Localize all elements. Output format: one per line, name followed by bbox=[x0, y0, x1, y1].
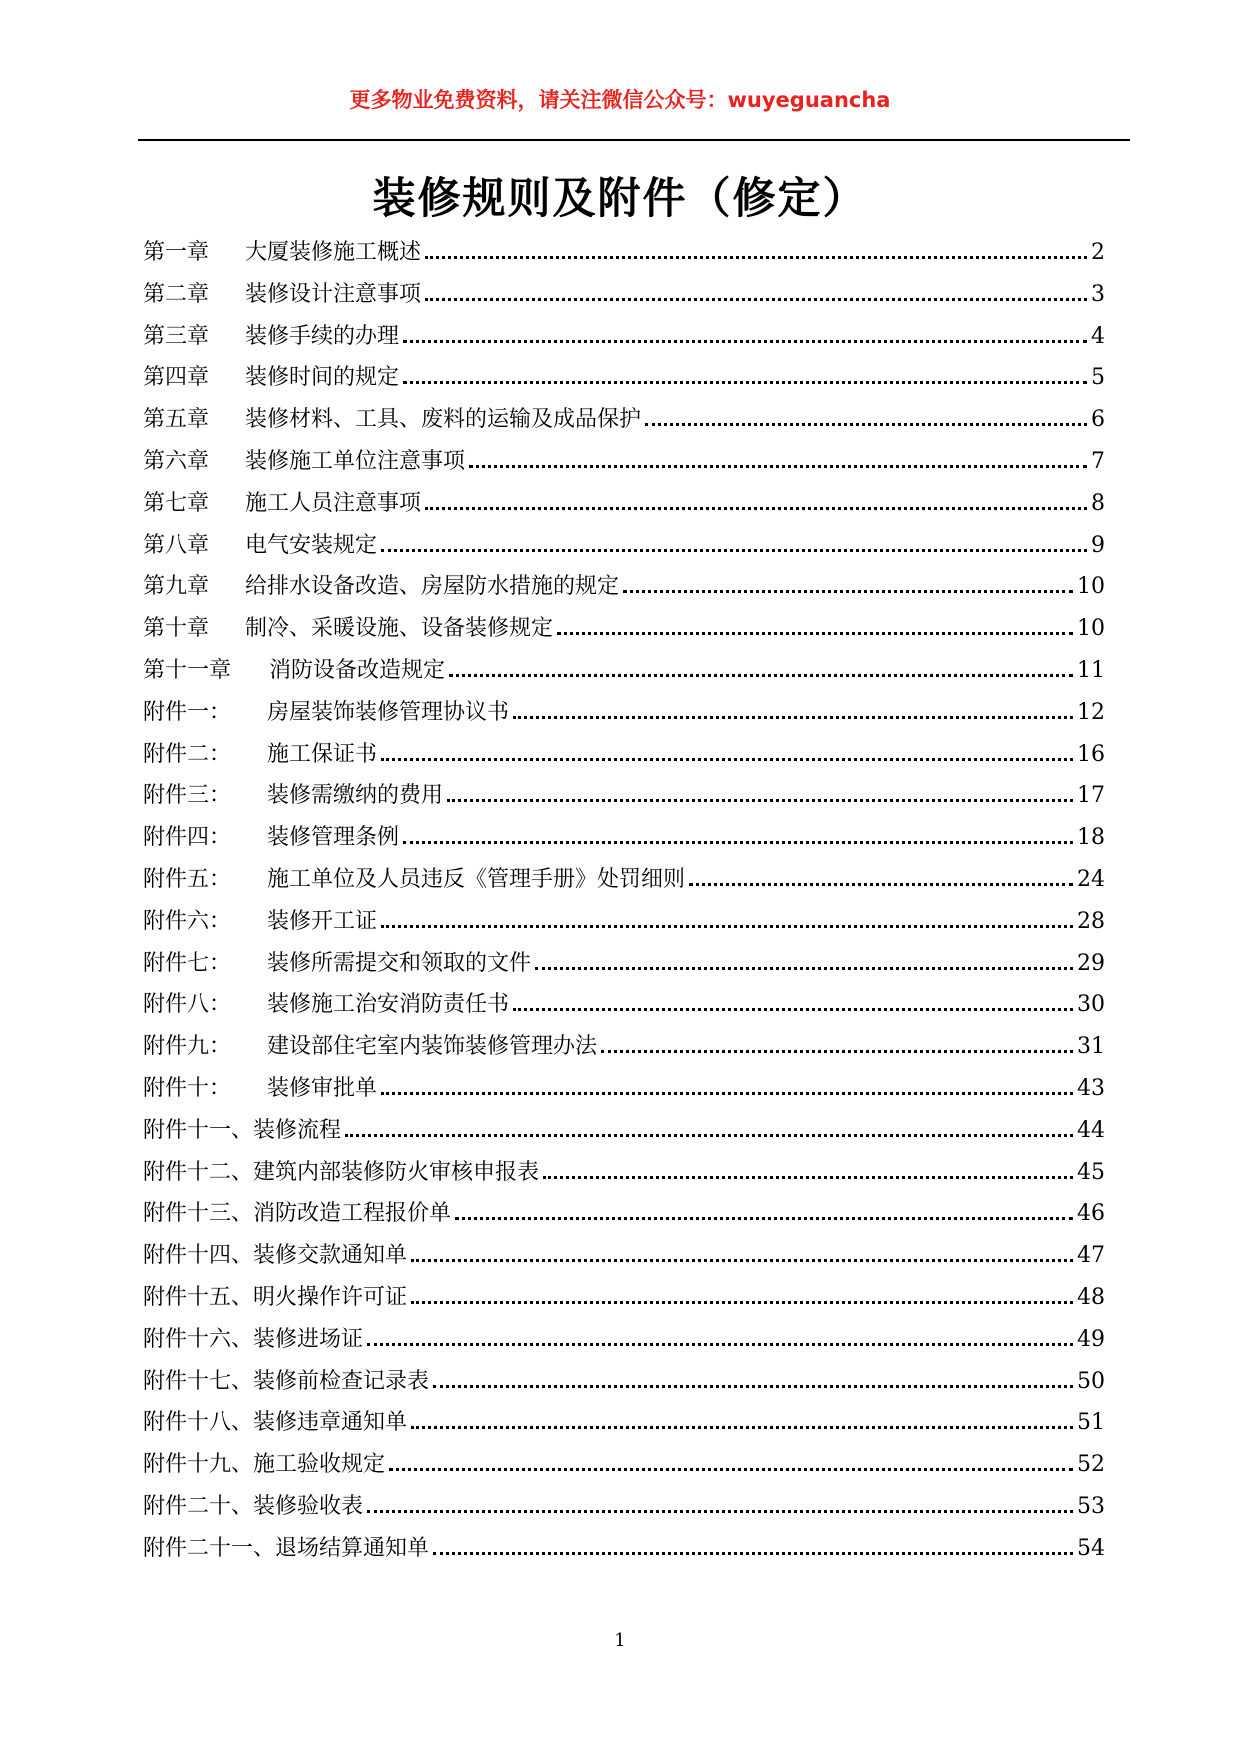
toc-entry-title: 明火操作许可证 bbox=[253, 1284, 408, 1310]
toc-entry-page-number: 51 bbox=[1077, 1410, 1105, 1436]
toc-entry-page-number: 9 bbox=[1091, 532, 1105, 558]
toc-dot-leader bbox=[513, 1008, 1073, 1011]
toc-entry-title: 房屋装饰装修管理协议书 bbox=[267, 699, 510, 725]
toc-dot-leader bbox=[449, 674, 1073, 677]
toc-dot-leader bbox=[381, 1092, 1073, 1095]
toc-dot-leader bbox=[381, 549, 1087, 552]
toc-dot-leader bbox=[425, 256, 1087, 259]
toc-entry-label: 第八章 bbox=[143, 532, 210, 558]
toc-entry-title: 退场结算通知单 bbox=[275, 1535, 430, 1561]
toc-entry-label: 附件七： bbox=[143, 950, 232, 976]
toc-entry[interactable] bbox=[143, 441, 1105, 483]
toc-entry-page-number: 47 bbox=[1077, 1243, 1105, 1269]
toc-entry-page-number: 52 bbox=[1077, 1452, 1105, 1478]
toc-entry-label: 附件十一、 bbox=[143, 1117, 254, 1143]
toc-dot-leader bbox=[411, 1259, 1073, 1262]
toc-entry[interactable] bbox=[143, 1026, 1105, 1068]
toc-entry[interactable] bbox=[143, 566, 1105, 608]
toc-entry-label: 第五章 bbox=[143, 407, 210, 433]
toc-entry-title: 给排水设备改造、房屋防水措施的规定 bbox=[245, 574, 620, 600]
header-note: 更多物业免费资料，请关注微信公众号：wuyeguancha bbox=[349, 88, 891, 112]
toc-dot-leader bbox=[535, 967, 1073, 970]
toc-dot-leader bbox=[411, 1301, 1073, 1304]
toc-entry-page-number: 49 bbox=[1077, 1326, 1105, 1352]
toc-entry-title: 装修进场证 bbox=[253, 1326, 364, 1352]
toc-entry[interactable] bbox=[143, 608, 1105, 650]
toc-entry[interactable] bbox=[143, 232, 1105, 274]
toc-entry-page-number: 45 bbox=[1077, 1159, 1105, 1185]
toc-dot-leader bbox=[403, 841, 1073, 844]
toc-entry-page-number: 31 bbox=[1077, 1034, 1105, 1060]
toc-entry-label: 附件四： bbox=[143, 825, 232, 851]
toc-dot-leader bbox=[367, 1510, 1073, 1513]
toc-entry[interactable] bbox=[143, 1319, 1105, 1361]
toc-dot-leader bbox=[403, 340, 1087, 343]
toc-entry-page-number: 28 bbox=[1077, 908, 1105, 934]
toc-entry-page-number: 2 bbox=[1091, 240, 1105, 265]
toc-entry-label: 第四章 bbox=[143, 365, 210, 391]
toc-dot-leader bbox=[543, 1176, 1073, 1179]
toc-entry-page-number: 44 bbox=[1077, 1117, 1105, 1143]
toc-entry-title: 装修审批单 bbox=[267, 1075, 378, 1101]
toc-entry-label: 附件十二、 bbox=[143, 1159, 254, 1185]
table-of-contents bbox=[143, 232, 1105, 1570]
toc-entry[interactable] bbox=[143, 1402, 1105, 1444]
toc-dot-leader bbox=[513, 716, 1073, 719]
toc-entry[interactable] bbox=[143, 483, 1105, 525]
toc-entry[interactable] bbox=[143, 1361, 1105, 1403]
toc-entry-label: 附件二： bbox=[143, 741, 232, 767]
toc-entry-label: 附件十七、 bbox=[143, 1368, 254, 1394]
toc-entry-page-number: 7 bbox=[1091, 448, 1105, 474]
toc-entry[interactable] bbox=[143, 859, 1105, 901]
toc-entry-label: 附件五： bbox=[143, 866, 232, 892]
toc-entry[interactable] bbox=[143, 1235, 1105, 1277]
toc-entry-title: 装修前检查记录表 bbox=[253, 1368, 430, 1394]
toc-entry-label: 附件十三、 bbox=[143, 1201, 254, 1227]
toc-entry[interactable] bbox=[143, 525, 1105, 567]
toc-entry-page-number: 29 bbox=[1077, 950, 1105, 976]
toc-entry-title: 装修管理条例 bbox=[267, 825, 400, 851]
toc-entry-page-number: 30 bbox=[1077, 992, 1105, 1018]
toc-entry-label: 第六章 bbox=[143, 448, 210, 474]
toc-entry-label: 第十章 bbox=[143, 616, 210, 642]
toc-entry-label: 附件一： bbox=[143, 699, 232, 725]
toc-dot-leader bbox=[447, 799, 1073, 802]
toc-entry[interactable] bbox=[143, 1486, 1105, 1528]
toc-entry-title: 施工单位及人员违反《管理手册》处罚细则 bbox=[267, 866, 686, 892]
toc-dot-leader bbox=[425, 507, 1087, 510]
toc-entry-title: 装修手续的办理 bbox=[245, 323, 400, 349]
toc-dot-leader bbox=[411, 1426, 1073, 1429]
toc-entry-label: 附件十六、 bbox=[143, 1326, 254, 1352]
toc-entry-page-number: 8 bbox=[1091, 490, 1105, 516]
toc-entry[interactable] bbox=[143, 734, 1105, 776]
toc-entry-label: 第一章 bbox=[143, 240, 210, 265]
toc-entry-title: 装修设计注意事项 bbox=[245, 281, 422, 307]
toc-entry-page-number: 4 bbox=[1091, 323, 1105, 349]
toc-entry-label: 附件六： bbox=[143, 908, 232, 934]
toc-entry-title: 装修施工单位注意事项 bbox=[245, 448, 466, 474]
toc-entry-page-number: 16 bbox=[1077, 741, 1105, 767]
toc-dot-leader bbox=[433, 1552, 1073, 1555]
toc-entry-title: 电气安装规定 bbox=[245, 532, 378, 558]
toc-entry[interactable] bbox=[143, 817, 1105, 859]
toc-entry-label: 第九章 bbox=[143, 574, 210, 600]
toc-entry-page-number: 10 bbox=[1077, 616, 1105, 642]
toc-dot-leader bbox=[689, 883, 1073, 886]
toc-entry-page-number: 48 bbox=[1077, 1284, 1105, 1310]
toc-entry-label: 附件三： bbox=[143, 783, 232, 809]
toc-entry-page-number: 10 bbox=[1077, 574, 1105, 600]
toc-entry[interactable] bbox=[143, 1528, 1105, 1570]
toc-entry-title: 施工保证书 bbox=[267, 741, 378, 767]
toc-entry-title: 装修时间的规定 bbox=[245, 365, 400, 391]
toc-entry-page-number: 50 bbox=[1077, 1368, 1105, 1394]
toc-dot-leader bbox=[557, 632, 1073, 635]
toc-entry[interactable] bbox=[143, 316, 1105, 358]
toc-entry-label: 附件十八、 bbox=[143, 1410, 254, 1436]
toc-entry-page-number: 12 bbox=[1077, 699, 1105, 725]
toc-entry-label: 第二章 bbox=[143, 281, 210, 307]
toc-entry-title: 装修所需提交和领取的文件 bbox=[267, 950, 532, 976]
toc-entry-title: 装修验收表 bbox=[253, 1493, 364, 1519]
toc-dot-leader bbox=[381, 925, 1073, 928]
toc-dot-leader bbox=[469, 465, 1087, 468]
toc-entry[interactable] bbox=[143, 399, 1105, 441]
toc-entry[interactable] bbox=[143, 1110, 1105, 1152]
toc-dot-leader bbox=[455, 1217, 1073, 1220]
toc-entry-label: 第七章 bbox=[143, 490, 210, 516]
header-divider bbox=[138, 139, 1130, 141]
toc-entry[interactable] bbox=[143, 692, 1105, 734]
toc-entry-page-number: 11 bbox=[1077, 657, 1105, 683]
toc-entry-title: 消防改造工程报价单 bbox=[253, 1201, 452, 1227]
toc-entry-title: 制冷、采暖设施、设备装修规定 bbox=[245, 616, 554, 642]
toc-entry-label: 附件九： bbox=[143, 1034, 232, 1060]
toc-dot-leader bbox=[403, 381, 1087, 384]
toc-dot-leader bbox=[367, 1343, 1073, 1346]
toc-dot-leader bbox=[389, 1468, 1073, 1471]
toc-entry[interactable] bbox=[143, 1193, 1105, 1235]
toc-entry-page-number: 5 bbox=[1091, 365, 1105, 391]
toc-entry-title: 装修开工证 bbox=[267, 908, 378, 934]
toc-dot-leader bbox=[601, 1050, 1073, 1053]
toc-entry[interactable] bbox=[143, 901, 1105, 943]
toc-entry[interactable] bbox=[143, 357, 1105, 399]
toc-entry[interactable] bbox=[143, 1152, 1105, 1194]
toc-entry-page-number: 17 bbox=[1077, 783, 1105, 809]
toc-entry-title: 装修施工治安消防责任书 bbox=[267, 992, 510, 1018]
toc-entry-label: 附件十五、 bbox=[143, 1284, 254, 1310]
toc-entry-page-number: 24 bbox=[1077, 866, 1105, 892]
toc-entry[interactable] bbox=[143, 1444, 1105, 1486]
toc-entry-page-number: 53 bbox=[1077, 1493, 1105, 1519]
toc-entry-title: 建筑内部装修防火审核申报表 bbox=[253, 1159, 540, 1185]
toc-entry-page-number: 54 bbox=[1077, 1535, 1105, 1561]
toc-entry[interactable] bbox=[143, 650, 1105, 692]
toc-dot-leader bbox=[425, 298, 1087, 301]
toc-entry-label: 附件十四、 bbox=[143, 1243, 254, 1269]
toc-entry[interactable] bbox=[143, 1277, 1105, 1319]
toc-dot-leader bbox=[381, 758, 1073, 761]
toc-entry-label: 附件十： bbox=[143, 1075, 232, 1101]
toc-entry[interactable] bbox=[143, 274, 1105, 316]
toc-entry-title: 大厦装修施工概述 bbox=[245, 240, 422, 265]
toc-entry-page-number: 46 bbox=[1077, 1201, 1105, 1227]
toc-entry-title: 装修材料、工具、废料的运输及成品保护 bbox=[245, 407, 642, 433]
toc-entry-label: 附件八： bbox=[143, 992, 232, 1018]
toc-entry[interactable] bbox=[143, 775, 1105, 817]
page-number: 1 bbox=[614, 1630, 626, 1651]
toc-entry-title: 建设部住宅室内装饰装修管理办法 bbox=[267, 1034, 598, 1060]
toc-entry[interactable] bbox=[143, 1068, 1105, 1110]
toc-entry-title: 施工验收规定 bbox=[253, 1452, 386, 1478]
toc-dot-leader bbox=[645, 423, 1087, 426]
toc-entry-title: 装修流程 bbox=[253, 1117, 342, 1143]
toc-entry-title: 装修需缴纳的费用 bbox=[267, 783, 444, 809]
toc-entry[interactable] bbox=[143, 984, 1105, 1026]
toc-entry-label: 附件二十一、 bbox=[143, 1535, 276, 1561]
toc-entry-title: 消防设备改造规定 bbox=[269, 657, 446, 683]
toc-entry-title: 装修交款通知单 bbox=[253, 1243, 408, 1269]
toc-entry[interactable] bbox=[143, 943, 1105, 985]
document-title: 装修规则及附件（修定） bbox=[372, 174, 868, 224]
toc-entry-label: 附件二十、 bbox=[143, 1493, 254, 1519]
toc-dot-leader bbox=[433, 1385, 1073, 1388]
toc-dot-leader bbox=[345, 1134, 1073, 1137]
toc-entry-label: 第十一章 bbox=[143, 657, 232, 683]
toc-entry-page-number: 18 bbox=[1077, 825, 1105, 851]
toc-entry-title: 施工人员注意事项 bbox=[245, 490, 422, 516]
toc-dot-leader bbox=[623, 590, 1073, 593]
toc-entry-page-number: 43 bbox=[1077, 1075, 1105, 1101]
toc-entry-page-number: 6 bbox=[1091, 407, 1105, 433]
toc-entry-page-number: 3 bbox=[1091, 281, 1105, 307]
toc-entry-label: 附件十九、 bbox=[143, 1452, 254, 1478]
toc-entry-label: 第三章 bbox=[143, 323, 210, 349]
toc-entry-title: 装修违章通知单 bbox=[253, 1410, 408, 1436]
